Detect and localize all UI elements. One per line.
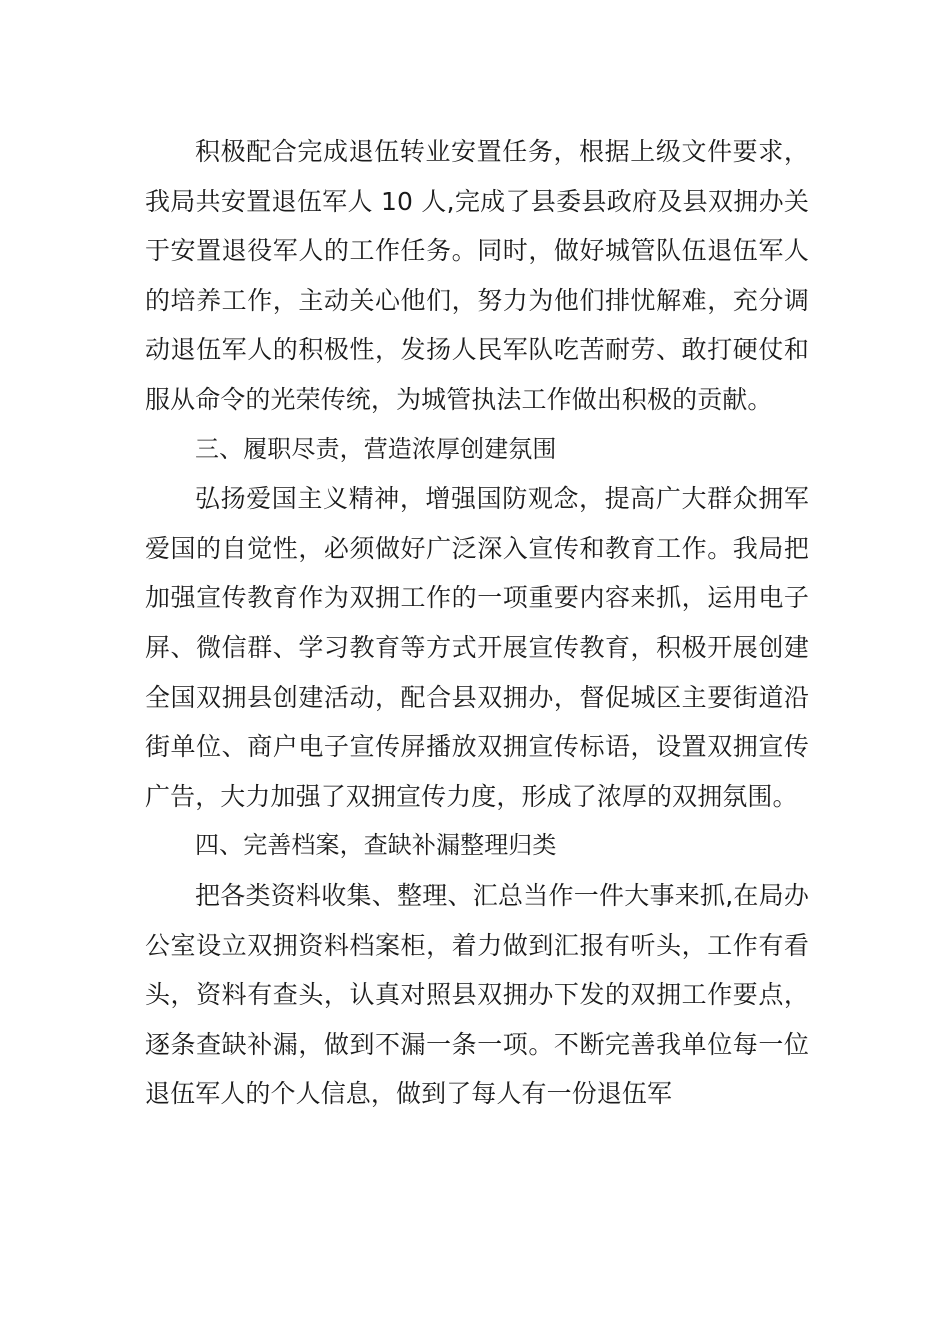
paragraph-resettlement: 积极配合完成退伍转业安置任务，根据上级文件要求，我局共安置退伍军人 10 人,完成了县委县政府及县双拥办关于安置退役军人的工作任务。同时，做好城管队伍退伍军人的培养工作，主动关心他们，努力为他们排忧解难，充分调动退伍军人的积极性，发扬人民军队吃苦耐劳、敢打硬仗和服从命令的光荣传统，为城管执法工作做出积极的贡献。 [145,137,809,414]
document-body [145,127,809,1119]
paragraph-publicity: 弘扬爱国主义精神，增强国防观念，提高广大群众拥军爱国的自觉性，必须做好广泛深入宣传和教育工作。我局把加强宣传教育作为双拥工作的一项重要内容来抓，运用电子屏、微信群、学习教育等方式开展宣传教育，积极开展创建全国双拥县创建活动，配合县双拥办，督促城区主要街道沿街单位、商户电子宣传屏播放双拥宣传标语，设置双拥宣传广告，大力加强了双拥宣传力度，形成了浓厚的双拥氛围。 [145,484,809,811]
section-heading-three: 三、履职尽责，营造浓厚创建氛围 [195,434,557,463]
paragraph-archives: 把各类资料收集、整理、汇总当作一件大事来抓,在局办公室设立双拥资料档案柜，着力做到汇报有听头，工作有看头，资料有查头，认真对照县双拥办下发的双拥工作要点，逐条查缺补漏，做到不漏一条一项。不断完善我单位每一位退伍军人的个人信息，做到了每人有一份退伍军 [145,880,809,1109]
section-heading-four: 四、完善档案，查缺补漏整理归类 [195,831,557,860]
